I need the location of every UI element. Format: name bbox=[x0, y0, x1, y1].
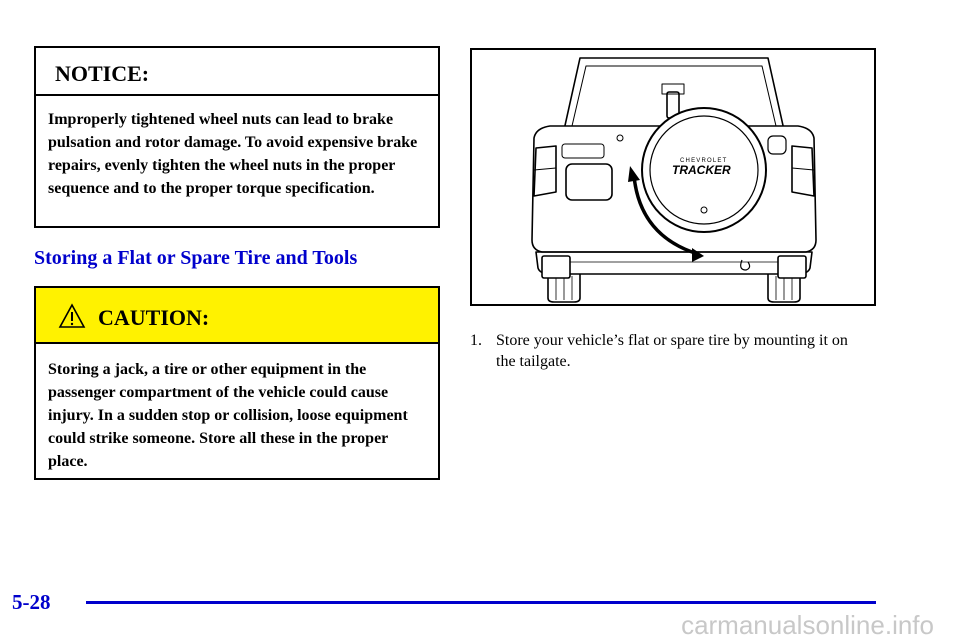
vehicle-rear-drawing bbox=[472, 50, 874, 304]
caution-header bbox=[36, 288, 438, 344]
step-text: Store your vehicle’s flat or spare tire by mounting it on the tailgate. bbox=[496, 332, 848, 370]
page-number: 5-28 bbox=[12, 590, 51, 614]
caution-box bbox=[34, 286, 440, 480]
tire-cover-brand-text: CHEVROLET bbox=[680, 158, 728, 164]
caution-body: Storing a jack, a tire or other equipment in the passenger compartment of the vehicle could cause injury. In a sudden stop or collision, loose equipment could strike someone. Store all these in the proper place. bbox=[48, 361, 408, 470]
spare-tire-illustration bbox=[470, 48, 876, 306]
footer-rule bbox=[86, 601, 876, 604]
notice-body: Improperly tightened wheel nuts can lead to brake pulsation and rotor damage. To avoid expensive brake repairs, evenly tighten the wheel nuts in the proper sequence and to the proper torque specification. bbox=[48, 111, 418, 197]
step-1 bbox=[470, 330, 870, 372]
step-number: 1. bbox=[470, 332, 482, 349]
caution-title: CAUTION: bbox=[98, 305, 210, 330]
warning-triangle-icon bbox=[58, 303, 86, 329]
notice-title: NOTICE: bbox=[36, 48, 438, 96]
watermark: carmanualsonline.info bbox=[681, 610, 934, 640]
notice-box bbox=[34, 46, 440, 228]
section-heading: Storing a Flat or Spare Tire and Tools bbox=[34, 247, 358, 269]
tire-cover-logo-text: TRACKER bbox=[672, 163, 731, 177]
